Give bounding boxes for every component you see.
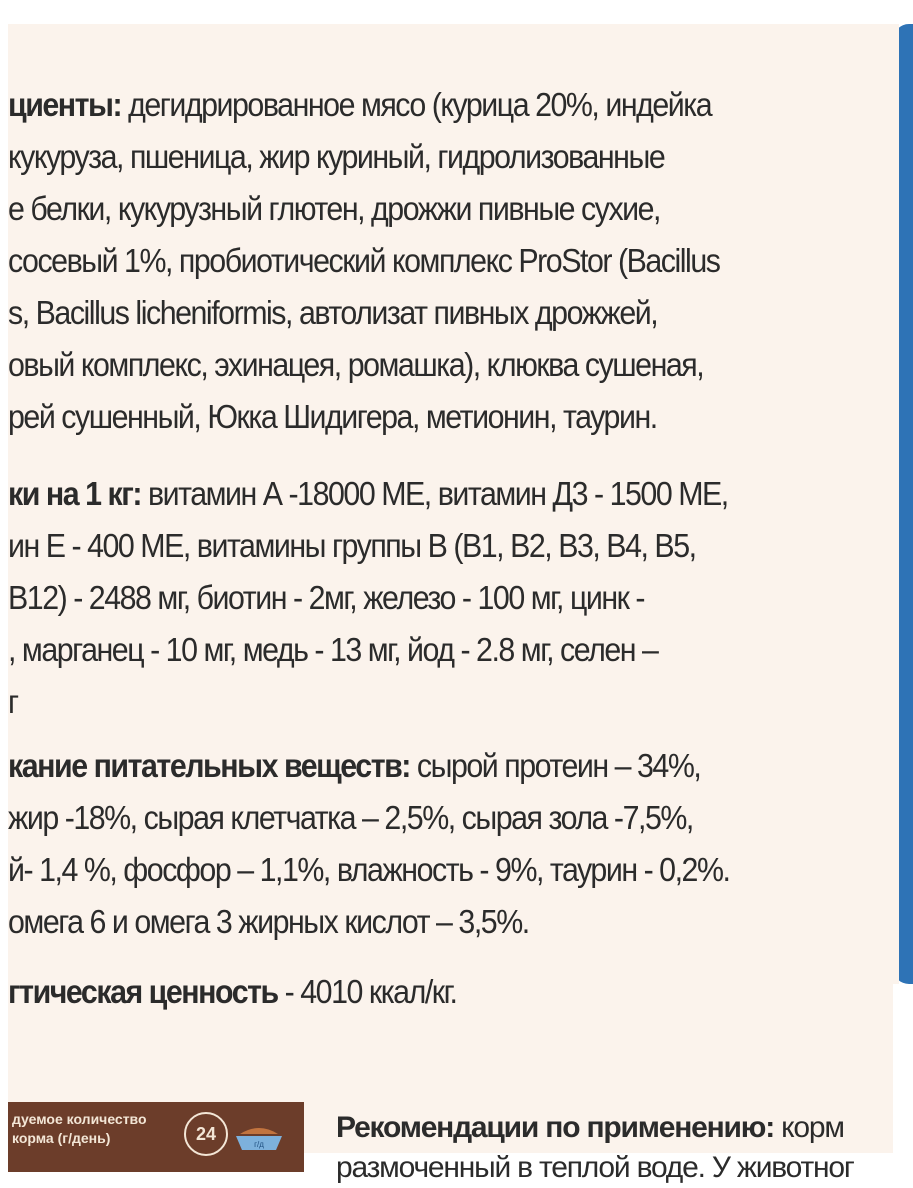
label-panel (8, 24, 893, 1184)
recommendations-heading: Рекомендации по применению: (336, 1111, 775, 1144)
energy-section (8, 966, 888, 1018)
recommendations-body: корм (774, 1111, 844, 1144)
nutrients-line: омега 6 и омега 3 жирных кислот – 3,5%. (8, 903, 529, 940)
ingredients-line: s, Bacillus licheniformis, автолизат пивных дрожжей, (8, 294, 658, 331)
recommendations-line-2: размоченный в теплой воде. У животног (336, 1151, 854, 1184)
energy-line: гтическая ценность - 4010 ккал/кг. (8, 973, 457, 1010)
bowl-icon (234, 1118, 284, 1152)
amount-badge: 24 (184, 1112, 228, 1156)
additives-line: г (8, 683, 18, 720)
ingredients-line: рей сушенный, Юкка Шидигера, метионин, таурин. (8, 398, 657, 435)
ingredients-section (8, 79, 888, 443)
banner-line-2: корма (г/день) (12, 1130, 111, 1146)
recommendations-text (336, 1108, 854, 1188)
banner-line-1: дуемое количество (12, 1111, 147, 1127)
nutrients-section (8, 740, 888, 948)
nutrients-line: жир -18%, сырая клетчатка – 2,5%, сырая зола -7,5%, (8, 799, 693, 836)
feeding-amount-banner (8, 1102, 304, 1172)
feeding-amount-label (12, 1110, 147, 1148)
nutrients-line: й- 1,4 %, фосфор – 1,1%, влажность - 9%, таурин - 0,2%. (8, 851, 730, 888)
ingredients-line: сосевый 1%, пробиотический комплекс ProStor (Bacillus (8, 242, 720, 279)
nutrients-line: кание питательных веществ: сырой протеин – 34%, (8, 747, 701, 784)
ingredients-line: кукуруза, пшеница, жир куриный, гидролизованные (8, 138, 665, 175)
additives-line: ки на 1 кг: витамин А -18000 МЕ, витамин Д3 - 1500 МЕ, (8, 475, 728, 512)
additives-line: В12) - 2488 мг, биотин - 2мг, железо - 100 мг, цинк - (8, 579, 645, 616)
ingredients-line: е белки, кукурузный глютен, дрожжи пивные сухие, (8, 190, 661, 227)
additives-line: , марганец - 10 мг, медь - 13 мг, йод - 2.8 мг, селен – (8, 631, 658, 668)
ingredients-line: овый комплекс, эхинацея, ромашка), клюква сушеная, (8, 346, 704, 383)
ingredients-line: циенты: дегидрированное мясо (курица 20%, индейка (8, 86, 712, 123)
blue-side-band (893, 24, 913, 984)
bowl-unit-label: г/д (254, 1140, 264, 1149)
additives-line: ин Е - 400 МЕ, витамины группы В (В1, В2, В3, В4, В5, (8, 527, 696, 564)
additives-section (8, 468, 888, 728)
